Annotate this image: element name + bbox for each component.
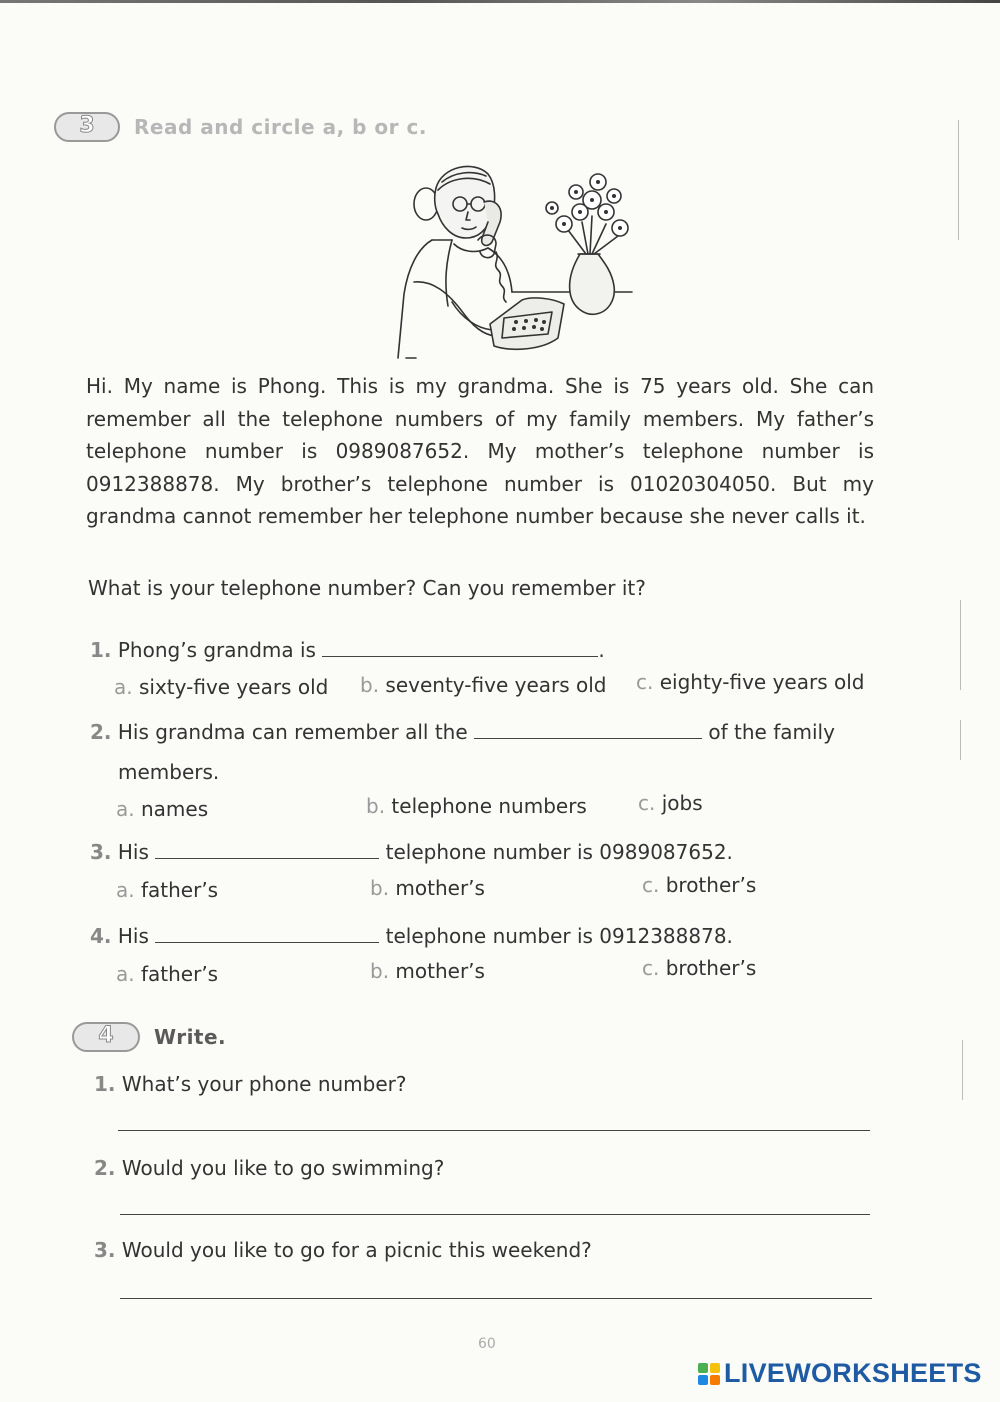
option-c[interactable] (642, 956, 756, 980)
question-ending: telephone number is 0912388878. (385, 924, 733, 948)
option-b[interactable] (370, 876, 485, 900)
option-text: father’s (140, 962, 219, 986)
question-1 (90, 638, 605, 662)
question-number: 2. (90, 720, 112, 744)
answer-line-2[interactable] (120, 1214, 870, 1215)
answer-blank[interactable] (322, 638, 598, 657)
question-number: 3. (94, 1238, 116, 1262)
option-text: mother’s (395, 876, 485, 900)
passage-question: What is your telephone number? Can you remember it? (88, 576, 646, 600)
logo-square (698, 1375, 708, 1385)
flower-vase-icon (546, 174, 628, 314)
question-2-continuation: members. (118, 760, 220, 784)
logo-square (710, 1375, 720, 1385)
question-text: What’s your phone number? (121, 1072, 407, 1096)
answer-line-3[interactable] (120, 1298, 872, 1299)
write-question-2 (94, 1156, 444, 1180)
option-text: brother’s (665, 956, 757, 980)
question-2 (90, 720, 835, 744)
question-number: 1. (94, 1072, 116, 1096)
page-number: 60 (478, 1336, 496, 1352)
option-text: brother’s (665, 873, 757, 897)
grandma-phone-illustration (392, 152, 640, 364)
section-4-badge (72, 1022, 140, 1052)
option-b[interactable] (366, 794, 587, 818)
question-stem: His (117, 840, 149, 864)
question-3 (90, 840, 733, 864)
option-letter: c. (642, 873, 660, 897)
option-letter: c. (638, 791, 656, 815)
logo-square (698, 1363, 708, 1373)
scan-edge-mark (958, 120, 959, 240)
answer-blank[interactable] (155, 840, 379, 859)
question-number: 1. (90, 638, 112, 662)
question-ending: . (598, 638, 605, 662)
option-text: jobs (661, 791, 703, 815)
section-3-number: 3 (79, 113, 95, 138)
option-letter: c. (636, 670, 654, 694)
option-letter: a. (116, 878, 135, 902)
option-text: telephone numbers (391, 794, 587, 818)
answer-blank[interactable] (474, 720, 702, 739)
write-question-3 (94, 1238, 592, 1262)
question-number: 4. (90, 924, 112, 948)
question-4 (90, 924, 733, 948)
logo-square (710, 1363, 720, 1373)
write-question-1 (94, 1072, 407, 1096)
option-letter: b. (370, 876, 390, 900)
question-text: Would you like to go for a picnic this weekend? (121, 1238, 592, 1262)
question-stem: His grandma can remember all the (117, 720, 468, 744)
option-text: mother’s (395, 959, 485, 983)
option-a[interactable] (116, 797, 208, 821)
section-3-badge (54, 112, 120, 142)
section-3-header (54, 112, 427, 142)
scan-edge-mark (960, 600, 961, 690)
option-letter: b. (366, 794, 386, 818)
option-text: sixty-five years old (138, 675, 329, 699)
option-letter: c. (642, 956, 660, 980)
option-letter: a. (114, 675, 133, 699)
option-letter: b. (370, 959, 390, 983)
liveworksheets-watermark[interactable] (698, 1358, 982, 1389)
question-number: 2. (94, 1156, 116, 1180)
option-letter: a. (116, 962, 135, 986)
question-stem: Phong’s grandma is (117, 638, 316, 662)
answer-blank[interactable] (155, 924, 379, 943)
option-c[interactable] (642, 873, 756, 897)
option-a[interactable] (116, 962, 218, 986)
telephone-icon (490, 298, 564, 349)
section-4-header (72, 1022, 226, 1052)
option-text: eighty-five years old (659, 670, 865, 694)
question-ending: of the family (708, 720, 835, 744)
option-letter: b. (360, 673, 380, 697)
question-text: Would you like to go swimming? (121, 1156, 445, 1180)
question-ending: telephone number is 0989087652. (385, 840, 733, 864)
section-4-instruction: Write. (154, 1025, 227, 1049)
question-number: 3. (90, 840, 112, 864)
option-b[interactable] (370, 959, 485, 983)
question-stem: His (117, 924, 149, 948)
option-text: father’s (140, 878, 219, 902)
option-text: seventy-five years old (385, 673, 607, 697)
option-a[interactable] (116, 878, 218, 902)
scan-edge-mark (960, 720, 961, 760)
option-a[interactable] (114, 675, 328, 699)
option-b[interactable] (360, 673, 607, 697)
option-c[interactable] (636, 670, 864, 694)
page-top-edge (0, 0, 1000, 3)
liveworksheets-logo-icon (698, 1363, 720, 1385)
option-letter: a. (116, 797, 135, 821)
answer-line-1[interactable] (118, 1130, 870, 1131)
option-c[interactable] (638, 791, 703, 815)
reading-passage: Hi. My name is Phong. This is my grandma. She is 75 years old. She can remember all the telephone numbers of my family members. My father’s telephone number is 0989087652. My mother’s telephone number is 0912388878. My brother’s telephone number is 01020304050. But my grandma cannot remember her telephone number because she never calls it. (86, 374, 874, 528)
section-4-number: 4 (98, 1023, 114, 1048)
watermark-text: LIVEWORKSHEETS (724, 1358, 982, 1388)
section-3-instruction: Read and circle a, b or c. (134, 115, 427, 139)
option-text: names (140, 797, 209, 821)
scan-edge-mark (962, 1040, 963, 1100)
